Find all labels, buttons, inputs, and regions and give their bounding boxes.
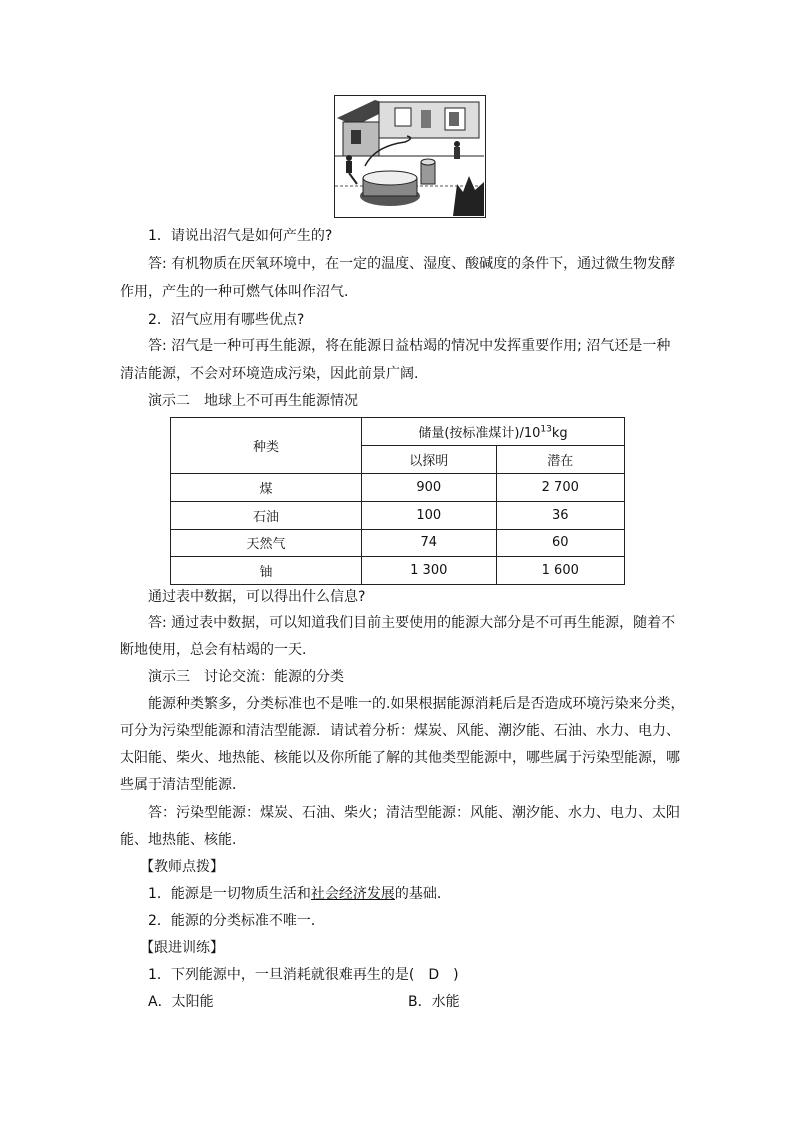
question-3: 通过表中数据，可以得出什么信息? (148, 589, 366, 605)
practice-title: 【跟进训练】 (140, 940, 224, 956)
header-type: 种类 (171, 418, 362, 474)
exercise-1: 1．下列能源中，一旦消耗就很难再生的是( D ) (148, 967, 459, 983)
demo-3-title: 演示三 讨论交流：能源的分类 (148, 669, 344, 685)
biogas-scene-drawing (335, 96, 484, 216)
paragraph-3-line-4: 些属于清洁型能源． (120, 777, 246, 793)
paragraph-3-line-3: 太阳能、柴火、地热能、核能以及你所能了解的其他类型能源中，哪些属于污染型能源，哪 (120, 750, 680, 766)
answer-4-line-1: 答：污染型能源：煤炭、石油、柴火；清洁型能源：风能、潮汐能、水力、电力、太阳 (148, 805, 680, 821)
header-reserve: 储量(按标准煤计)$/10^{13}kg$ (362, 418, 625, 446)
answer-1-line-2: 作用，产生的一种可燃气体叫作沼气. (120, 284, 349, 300)
option-a: A．太阳能 (148, 994, 214, 1010)
table-row: 石油 100 36 (171, 501, 625, 529)
tip-1: 1．能源是一切物质生活和社会经济发展的基础． (148, 886, 451, 902)
option-b: B．水能 (408, 994, 460, 1010)
paragraph-3-line-2: 可分为污染型能源和清洁型能源．请试着分析：煤炭、风能、潮汐能、石油、水力、电力、 (120, 723, 680, 739)
answer-2-line-1: 答: 沼气是一种可再生能源，将在能源日益枯竭的情况中发挥重要作用; 沼气还是一种 (148, 338, 671, 354)
table-row: 天然气 74 60 (171, 529, 625, 557)
table-row: 铀 1 300 1 600 (171, 557, 625, 585)
question-1: 1．请说出沼气是如何产生的? (148, 228, 333, 244)
header-proven: 以探明 (362, 446, 497, 474)
teacher-tips-title: 【教师点拨】 (140, 859, 224, 875)
answer-2-line-2: 清洁能源，不会对环境造成污染，因此前景广阔. (120, 366, 419, 382)
answer-4-line-2: 能、地热能、核能. (120, 832, 237, 848)
biogas-illustration (334, 95, 486, 218)
tip-2: 2．能源的分类标准不唯一． (148, 913, 325, 929)
table-row: 煤 900 2 700 (171, 474, 625, 502)
energy-reserves-table (170, 417, 625, 585)
paragraph-3-line-1: 能源种类繁多，分类标准也不是唯一的.如果根据能源消耗后是否造成环境污染来分类， (148, 696, 685, 712)
header-potential: 潜在 (496, 446, 625, 474)
answer-3-line-1: 答: 通过表中数据，可以知道我们目前主要使用的能源大部分是不可再生能源，随着不 (148, 615, 676, 631)
question-2: 2．沼气应用有哪些优点? (148, 312, 305, 328)
demo-2-title: 演示二 地球上不可再生能源情况 (148, 393, 358, 409)
answer-3-line-2: 断地使用，总会有枯竭的一天. (120, 642, 307, 658)
answer-1-line-1: 答: 有机物质在厌氧环境中，在一定的温度、湿度、酸碱度的条件下，通过微生物发酵 (148, 256, 676, 272)
